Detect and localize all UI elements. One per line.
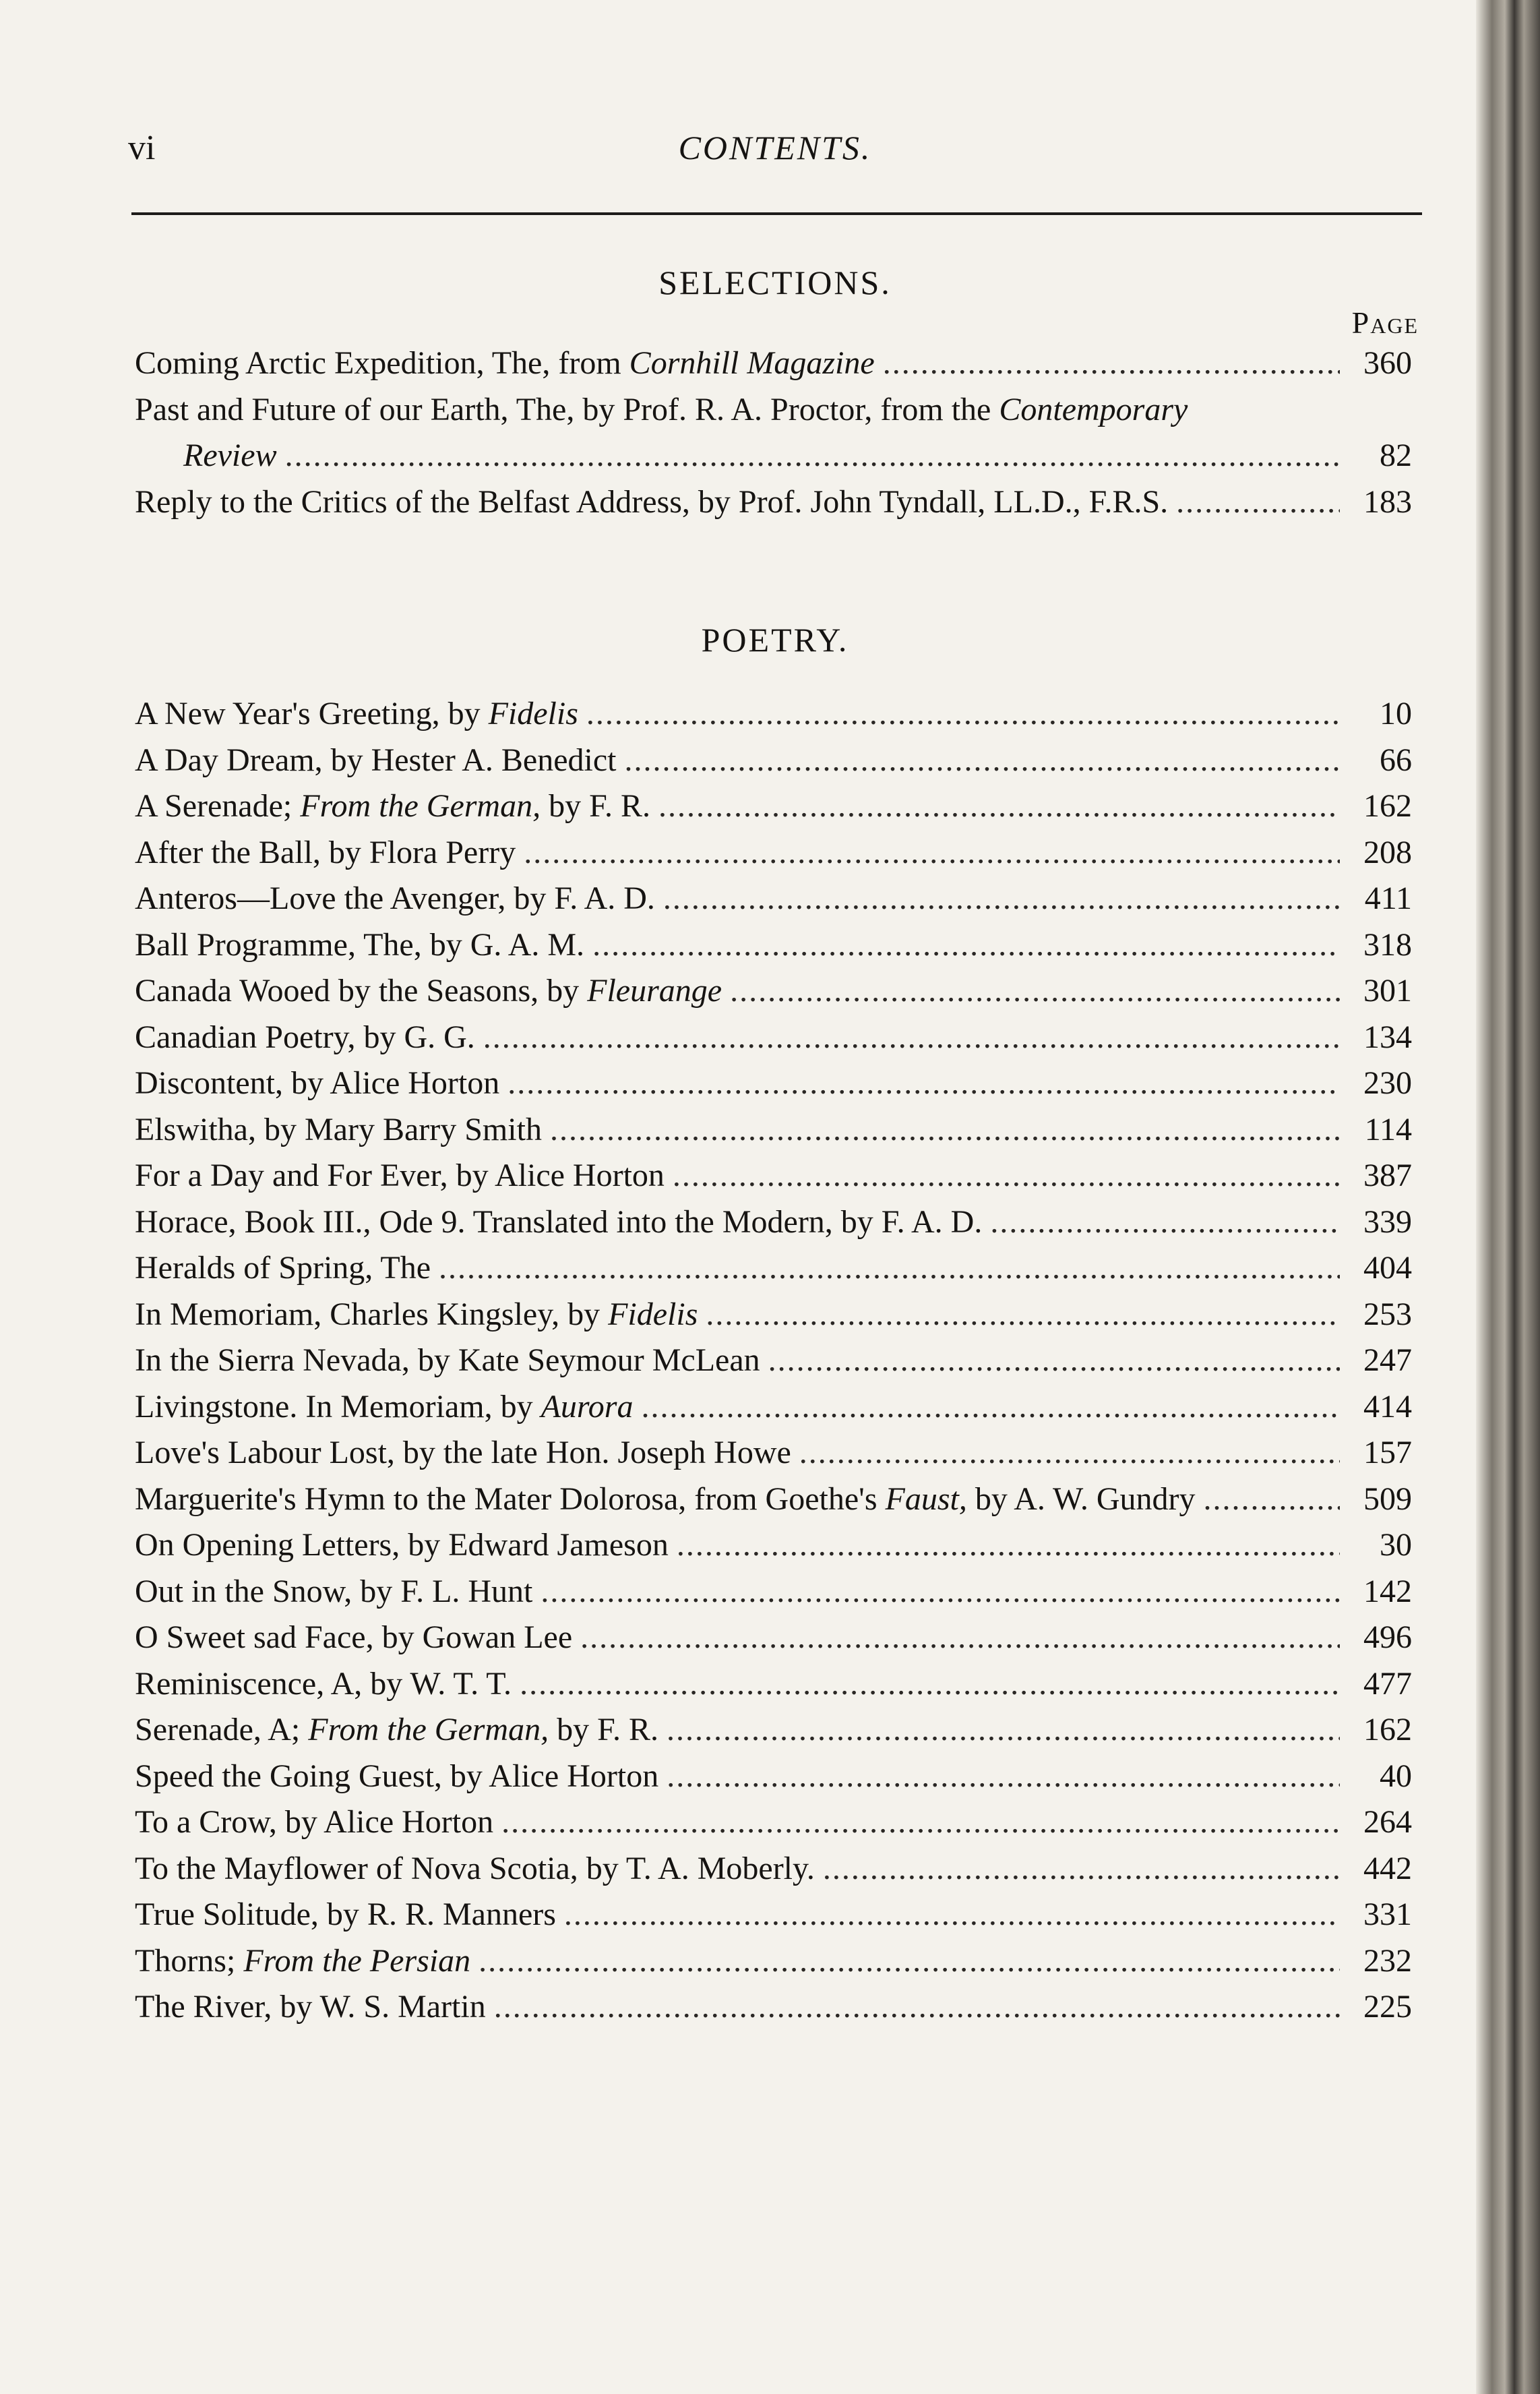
entry-title: On Opening Letters, by Edward Jameson bbox=[135, 1527, 669, 1563]
entry-page-number: 496 bbox=[1363, 1619, 1412, 1655]
dot-leader bbox=[550, 1107, 1340, 1154]
entry-page-number: 232 bbox=[1363, 1942, 1412, 1979]
entry-page-number: 114 bbox=[1364, 1111, 1412, 1147]
toc-entry[interactable] bbox=[135, 387, 1412, 479]
entry-page-number: 318 bbox=[1363, 926, 1412, 963]
running-head bbox=[128, 128, 1422, 182]
dot-leader bbox=[768, 1338, 1340, 1384]
dot-leader bbox=[677, 1522, 1340, 1569]
toc-entry[interactable] bbox=[135, 1522, 1412, 1569]
entry-page-number: 162 bbox=[1363, 1712, 1412, 1747]
entry-title: Ball Programme, The, by G. A. M. bbox=[135, 926, 585, 963]
dot-leader bbox=[285, 433, 1340, 479]
toc-entry[interactable] bbox=[135, 738, 1412, 784]
dot-leader bbox=[520, 1661, 1340, 1708]
entry-title: Marguerite's Hymn to the Mater Dolorosa, from Goethe's Faust, by A. W. Gundry bbox=[135, 1480, 1196, 1517]
dot-leader bbox=[507, 1060, 1340, 1107]
dot-leader bbox=[673, 1153, 1340, 1199]
dot-leader bbox=[592, 922, 1340, 969]
page-column-label: Page bbox=[1351, 305, 1419, 340]
entry-title: Past and Future of our Earth, The, by Prof. R. A. Proctor, from the Contemporary bbox=[135, 391, 1188, 427]
toc-entry[interactable] bbox=[135, 1754, 1412, 1800]
entry-title: Reminiscence, A, by W. T. T. bbox=[135, 1665, 512, 1702]
entry-title: Serenade, A; From the German, by F. R. bbox=[135, 1712, 658, 1747]
toc-entry[interactable] bbox=[135, 783, 1412, 830]
entry-page-number: 360 bbox=[1363, 345, 1412, 381]
toc-entry[interactable] bbox=[135, 1384, 1412, 1431]
entry-title: For a Day and For Ever, by Alice Horton bbox=[135, 1158, 665, 1193]
toc-entry[interactable] bbox=[135, 968, 1412, 1015]
toc-entry[interactable] bbox=[135, 1060, 1412, 1107]
dot-leader bbox=[1176, 479, 1340, 526]
entry-title: Discontent, by Alice Horton bbox=[135, 1065, 500, 1101]
entry-page-number: 509 bbox=[1363, 1480, 1412, 1517]
entry-page-number: 183 bbox=[1363, 483, 1412, 520]
entry-title: A New Year's Greeting, by Fidelis bbox=[135, 696, 578, 731]
dot-leader bbox=[823, 1846, 1340, 1892]
toc-entry[interactable] bbox=[135, 830, 1412, 876]
dot-leader bbox=[1204, 1476, 1340, 1523]
entry-title: After the Ball, by Flora Perry bbox=[135, 834, 516, 870]
entry-page-number: 442 bbox=[1363, 1850, 1412, 1886]
entry-title: Canadian Poetry, by G. G. bbox=[135, 1019, 475, 1055]
entry-title: A Day Dream, by Hester A. Benedict bbox=[135, 742, 617, 778]
entry-title: The River, by W. S. Martin bbox=[135, 1989, 486, 2025]
entry-title: Thorns; From the Persian bbox=[135, 1942, 471, 1979]
toc-entry[interactable] bbox=[135, 1107, 1412, 1154]
dot-leader bbox=[883, 340, 1340, 387]
toc-entry[interactable] bbox=[135, 1846, 1412, 1892]
toc-entry[interactable] bbox=[135, 1338, 1412, 1384]
dot-leader bbox=[706, 1292, 1340, 1338]
entry-title: True Solitude, by R. R. Manners bbox=[135, 1896, 556, 1932]
entry-title: Horace, Book III., Ode 9. Translated into the Modern, by F. A. D. bbox=[135, 1203, 983, 1240]
entry-title: O Sweet sad Face, by Gowan Lee bbox=[135, 1619, 573, 1655]
dot-leader bbox=[663, 876, 1340, 922]
entry-title: Coming Arctic Expedition, The, from Cornhill Magazine bbox=[135, 345, 875, 381]
entry-title: In Memoriam, Charles Kingsley, by Fidelis bbox=[135, 1296, 698, 1332]
dot-leader bbox=[564, 1892, 1340, 1938]
entry-page-number: 66 bbox=[1380, 742, 1412, 778]
dot-leader bbox=[624, 738, 1340, 784]
entry-page-number: 30 bbox=[1380, 1527, 1412, 1563]
entry-title: A Serenade; From the German, by F. R. bbox=[135, 788, 650, 824]
dot-leader bbox=[641, 1384, 1340, 1431]
toc-entry[interactable] bbox=[135, 1153, 1412, 1199]
dot-leader bbox=[524, 830, 1340, 876]
toc-entry[interactable] bbox=[135, 691, 1412, 738]
toc-entry[interactable] bbox=[135, 876, 1412, 922]
entry-title: Elswitha, by Mary Barry Smith bbox=[135, 1111, 542, 1147]
dot-leader bbox=[494, 1984, 1340, 2031]
toc-entry[interactable] bbox=[135, 1938, 1412, 1985]
toc-entry[interactable] bbox=[135, 922, 1412, 969]
entry-page-number: 411 bbox=[1364, 880, 1412, 916]
toc-entry[interactable] bbox=[135, 1707, 1412, 1754]
toc-entry[interactable] bbox=[135, 1476, 1412, 1523]
dot-leader bbox=[658, 783, 1340, 830]
entry-title: In the Sierra Nevada, by Kate Seymour McLean bbox=[135, 1342, 760, 1378]
entry-title: To a Crow, by Alice Horton bbox=[135, 1804, 494, 1840]
toc-entry[interactable] bbox=[135, 1661, 1412, 1708]
page-edge-shadow bbox=[1476, 0, 1540, 2394]
entry-page-number: 253 bbox=[1363, 1296, 1412, 1332]
entry-page-number: 82 bbox=[1380, 438, 1412, 473]
entry-page-number: 134 bbox=[1363, 1019, 1412, 1055]
entry-title: Livingstone. In Memoriam, by Aurora bbox=[135, 1388, 634, 1425]
entry-page-number: 477 bbox=[1363, 1665, 1412, 1702]
entry-page-number: 404 bbox=[1363, 1250, 1412, 1286]
dot-leader bbox=[586, 691, 1340, 738]
entry-title: To the Mayflower of Nova Scotia, by T. A. Moberly. bbox=[135, 1850, 815, 1886]
page-folio: vi bbox=[128, 129, 156, 167]
toc-entry[interactable] bbox=[135, 340, 1412, 387]
dot-leader bbox=[730, 968, 1340, 1015]
toc-entry[interactable] bbox=[135, 1799, 1412, 1846]
entry-page-number: 331 bbox=[1363, 1896, 1412, 1932]
toc-entry[interactable] bbox=[135, 1292, 1412, 1338]
entry-page-number: 208 bbox=[1363, 834, 1412, 870]
toc-entry[interactable] bbox=[135, 479, 1412, 526]
dot-leader bbox=[990, 1199, 1340, 1246]
entry-page-number: 225 bbox=[1363, 1989, 1412, 2025]
entry-page-number: 157 bbox=[1363, 1435, 1412, 1470]
toc-entry[interactable] bbox=[135, 1892, 1412, 1938]
dot-leader bbox=[541, 1569, 1340, 1615]
selections-list bbox=[135, 340, 1412, 525]
dot-leader bbox=[483, 1015, 1340, 1061]
entry-title: Canada Wooed by the Seasons, by Fleurange bbox=[135, 973, 722, 1009]
entry-page-number: 339 bbox=[1363, 1203, 1412, 1240]
entry-page-number: 387 bbox=[1363, 1158, 1412, 1193]
entry-page-number: 230 bbox=[1363, 1065, 1412, 1101]
dot-leader bbox=[501, 1799, 1340, 1846]
dot-leader bbox=[667, 1707, 1340, 1754]
toc-entry[interactable] bbox=[135, 1615, 1412, 1661]
dot-leader bbox=[580, 1615, 1340, 1661]
dot-leader bbox=[479, 1938, 1340, 1985]
toc-entry[interactable] bbox=[135, 1199, 1412, 1246]
poetry-list bbox=[135, 691, 1412, 2031]
entry-page-number: 414 bbox=[1363, 1388, 1412, 1425]
entry-page-number: 40 bbox=[1380, 1758, 1412, 1794]
toc-entry[interactable] bbox=[135, 1430, 1412, 1476]
dot-leader bbox=[799, 1430, 1340, 1476]
entry-page-number: 264 bbox=[1363, 1804, 1412, 1840]
entry-title: Anteros—Love the Avenger, by F. A. D. bbox=[135, 880, 655, 916]
page-title: CONTENTS. bbox=[678, 129, 872, 167]
toc-entry[interactable] bbox=[135, 1984, 1412, 2031]
dot-leader bbox=[439, 1245, 1340, 1292]
selections-heading: SELECTIONS. bbox=[658, 264, 892, 301]
entry-page-number: 10 bbox=[1380, 696, 1412, 731]
entry-title: Out in the Snow, by F. L. Hunt bbox=[135, 1573, 533, 1609]
entry-page-number: 301 bbox=[1363, 973, 1412, 1009]
toc-entry[interactable] bbox=[135, 1015, 1412, 1061]
entry-page-number: 247 bbox=[1363, 1342, 1412, 1378]
entry-title: Love's Labour Lost, by the late Hon. Joseph Howe bbox=[135, 1435, 791, 1470]
entry-title: Reply to the Critics of the Belfast Address, by Prof. John Tyndall, LL.D., F.R.S. bbox=[135, 483, 1169, 520]
entry-page-number: 142 bbox=[1363, 1573, 1412, 1609]
entry-title: Speed the Going Guest, by Alice Horton bbox=[135, 1758, 659, 1794]
header-rule bbox=[131, 212, 1422, 215]
dot-leader bbox=[667, 1754, 1340, 1800]
entry-page-number: 162 bbox=[1363, 788, 1412, 824]
entry-title-continued: Review bbox=[183, 438, 277, 473]
poetry-heading: POETRY. bbox=[701, 621, 849, 659]
toc-entry[interactable] bbox=[135, 1569, 1412, 1615]
toc-entry[interactable] bbox=[135, 1245, 1412, 1292]
entry-title: Heralds of Spring, The bbox=[135, 1250, 431, 1286]
